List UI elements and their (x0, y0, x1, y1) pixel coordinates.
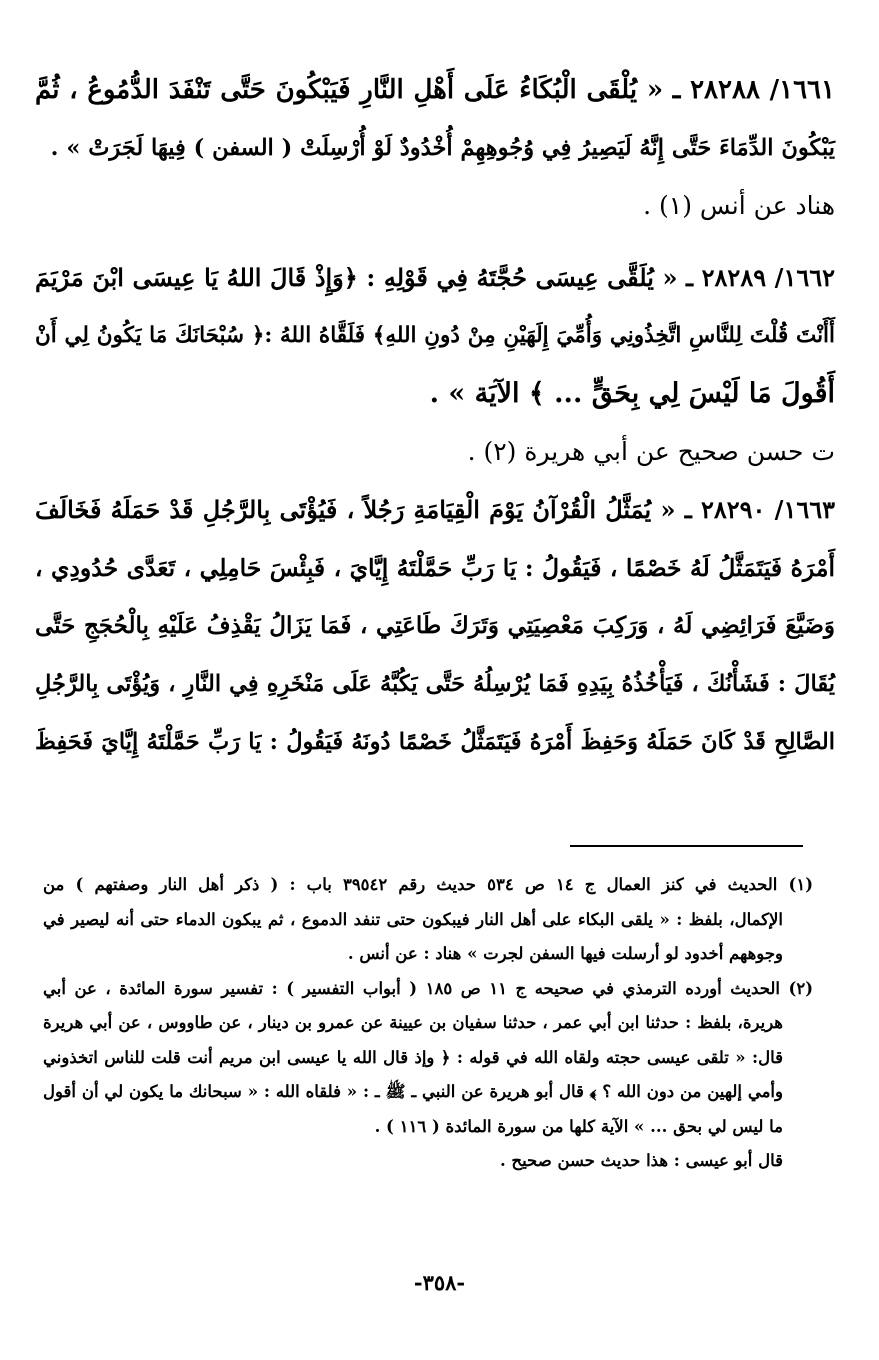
hadith-1662-line-1: ١٦٦٢/ ٢٨٢٨٩ ـ « يُلَقَّى عِيسَى حُجَّتَهُ فِي قَوْلِهِ : ﴿وَإِذْ قَالَ اللهُ يَا عِيسَى ابْنَ مَرْيَمَ (35, 263, 835, 292)
footnote-2-line-3: قال: « تلقى عيسى حجته ولقاه الله في قوله : ﴿ وإذ قال الله يا عيسى ابن مريم أنت قلت للناس اتخذوني (43, 1047, 783, 1067)
hadith-1661-source: هناد عن أنس (١) . (643, 191, 835, 220)
main-text (35, 70, 835, 780)
hadith-1663-line-4: يُقَالَ : فَشَأْنُكَ ، فَيَأْخُذُهُ بِيَدِهِ فَمَا يُرْسِلُهُ حَتَّى يَكُبَّهُ عَلَى مَنْخَرِهِ فِي النَّارِ ، وَيُؤْتَى بِالرَّجُلِ (35, 671, 835, 697)
hadith-1663-line-5: الصَّالِحِ قَدْ كَانَ حَمَلَهُ وَحَفِظَ أَمْرَهُ فَيَتَمَثَّلُ خَصْمًا دُونَهُ فَيَقُولُ : يَا رَبِّ حَمَّلْتَهُ إِيَّايَ فَحَفِظَ (35, 729, 835, 755)
footnote-2-line-5: ما ليس لي بحق ... » الآية كلها من سورة المائدة ( ١١٦ ) . (374, 1116, 783, 1136)
hadith-1661-line-1: ١٦٦١/ ٢٨٢٨٨ ـ « يُلْقَى الْبُكَاءُ عَلَى أَهْلِ النَّارِ فَيَبْكُونَ حَتَّى تَنْفَدَ الدُّمُوعُ ، ثُمَّ (35, 75, 835, 105)
hadith-1662-source: ت حسن صحيح عن أبي هريرة (٢) . (467, 437, 835, 466)
footnote-2-line-4: وأمي إلهين من دون الله ؟ ﴾ قال أبو هريرة عن النبي ـ ﷺ ـ : « فلقاه الله : « سبحانك ما يكون لي أن أقول (43, 1082, 783, 1101)
hadith-1662-line-3: أَقُولَ مَا لَيْسَ لِي بِحَقٍّ ... ﴾ الآيَة » . (429, 378, 835, 409)
footnote-divider (570, 845, 803, 847)
hadith-1662-line-2: أَأَنْتَ قُلْتَ لِلنَّاسِ اتَّخِذُونِي وَأُمِّيَ إِلَهَيْنِ مِنْ دُونِ اللهِ﴾ فَلَقَّاهُ اللهُ :﴿ سُبْحَانَكَ مَا يَكُونُ لِي أَنْ (35, 323, 835, 348)
footnote-1-line-2: الإكمال، بلفظ : « يلقى البكاء على أهل النار فيبكون حتى تنفد الدموع ، ثم يبكون الدماء حتى أنه ليصير في (43, 909, 783, 929)
hadith-1663-line-3: وَضَيَّعَ فَرَائِضِي لَهُ ، وَرَكِبَ مَعْصِيَتِي وَتَرَكَ طَاعَتِي ، فَمَا يَزَالُ يَقْذِفُ عَلَيْهِ بِالْحُجَجِ حَتَّى (35, 612, 835, 639)
footnote-2-line-2: هريرة، بلفظ : حدثنا ابن أبي عمر ، حدثنا سفيان بن عيينة عن عمرو بن دينار ، عن طاووس ، عن أبي هريرة (43, 1013, 783, 1032)
footnotes (43, 868, 813, 1179)
footnote-1-line-1: (١) الحديث في كنز العمال ج ١٤ ص ٥٣٤ حديث رقم ٣٩٥٤٢ باب : ( ذكر أهل النار وصفتهم ) من (43, 875, 813, 894)
hadith-1661-line-2: يَبْكُونَ الدِّمَاءَ حَتَّى إِنَّهُ لَيَصِيرُ فِي وُجُوهِهِمْ أُخْدُودٌ لَوْ أُرْسِلَتْ ( السفن ) فِيهَا لَجَرَتْ » . (50, 135, 835, 161)
page-number: -٣٥٨- (413, 1270, 466, 1295)
footnote-2-line-6: قال أبو عيسى : هذا حديث حسن صحيح . (499, 1151, 783, 1170)
hadith-1663-line-1: ١٦٦٣/ ٢٨٢٩٠ ـ « يُمَثَّلُ الْقُرْآنُ يَوْمَ الْقِيَامَةِ رَجُلاً ، فَيُؤْتَى بِالرَّجُلِ قَدْ حَمَلَهُ فَخَالَفَ (35, 495, 835, 524)
hadith-1663-line-2: أَمْرَهُ فَيَتَمَثَّلُ لَهُ خَصْمًا ، فَيَقُولُ : يَا رَبِّ حَمَّلْتَهُ إِيَّايَ ، فَبِئْسَ حَامِلِي ، تَعَدَّى حُدُودِي ، (35, 554, 835, 582)
footnote-2-line-1: (٢) الحديث أورده الترمذي في صحيحه ج ١١ ص ١٨٥ ( أبواب التفسير ) : تفسير سورة المائدة ، عن أبي (43, 978, 814, 998)
footnote-1-line-3: وجوههم أخدود لو أرسلت فيها السفن لجرت » هناد : عن أنس . (347, 944, 783, 963)
